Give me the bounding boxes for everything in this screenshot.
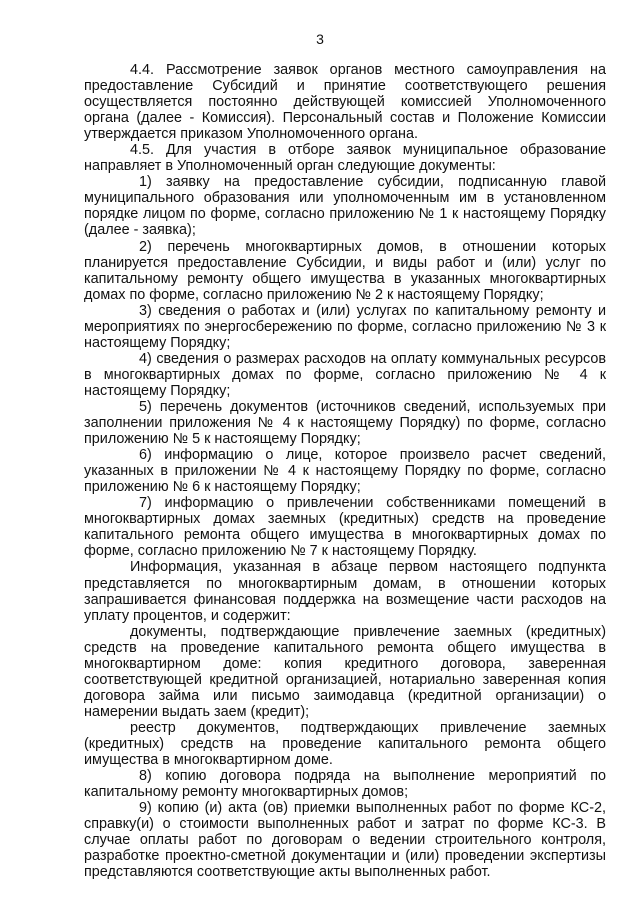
page-number: 3 xyxy=(316,31,324,47)
document-body xyxy=(84,62,606,880)
list-item-8: 8) копию договора подряда на выполнение мероприятий по капитальному ремонту многоквартирных домов; xyxy=(84,768,606,801)
documents-paragraph: документы, подтверждающие привлечение заемных (кредитных) средств на проведение капитального ремонта общего имущества в многоквартирном доме: копия кредитного договора, заверенная соответствующей кредитной организацией, нотариально заверенная копия договора займа или письмо заимодавца (кредитной организации) о намерении выдать заем (кредит); xyxy=(84,623,606,720)
registry-paragraph: реестр документов, подтверждающих привлечение заемных (кредитных) средств на проведение капитального ремонта общего имущества в многоквартирном доме. xyxy=(84,719,606,769)
list-item-1: 1) заявку на предоставление субсидии, подписанную главой муниципального образования или уполномоченным им в установленном порядке лицом по форме, согласно приложению № 1 к настоящему Порядку (далее - заявка); xyxy=(84,174,606,239)
paragraph-4-4: 4.4. Рассмотрение заявок органов местного самоуправления на предоставление Субсидий и принятие соответствующего решения осуществляется постоянно действующей комиссией Уполномоченного органа (далее - Комиссия). Персональный состав и Положение Комиссии утверждается приказом Уполномоченного органа. xyxy=(84,62,606,143)
list-item-4: 4) сведения о размерах расходов на оплату коммунальных ресурсов в многоквартирных домах по форме, согласно приложению № 4 к настоящему Порядку; xyxy=(84,350,606,399)
paragraph-4-5: 4.5. Для участия в отборе заявок муниципальное образование направляет в Уполномоченный орган следующие документы: xyxy=(84,142,606,175)
list-item-7: 7) информацию о привлечении собственниками помещений в многоквартирных домах заемных (кредитных) средств на проведение капитального ремонта общего имущества в многоквартирных домах по форме, согласно приложению № 7 к настоящему Порядку. xyxy=(84,495,606,560)
information-paragraph: Информация, указанная в абзаце первом настоящего подпункта представляется по многоквартирным домам, в отношении которых запрашивается финансовая поддержка на возмещение части расходов на уплату процентов, и содержит: xyxy=(84,559,606,624)
list-item-3: 3) сведения о работах и (или) услугах по капитальному ремонту и мероприятиях по энергосбережению по форме, согласно приложению № 3 к настоящему Порядку; xyxy=(84,302,606,351)
list-item-2: 2) перечень многоквартирных домов, в отношении которых планируется предоставление Субсидии, и виды работ и (или) услуг по капитальному ремонту общего имущества в указанных многоквартирных домах по форме, согласно приложению № 2 к настоящему Порядку; xyxy=(84,238,606,303)
list-item-9: 9) копию (и) акта (ов) приемки выполненных работ по форме КС-2, справку(и) о стоимости выполненных работ и затрат по форме КС-3. В случае оплаты работ по договорам о ведении строительного контроля, разработке проектно-сметной документации и (или) проведении экспертизы представляются соответствующие акты выполненных работ. xyxy=(84,800,606,881)
list-item-6: 6) информацию о лице, которое произвело расчет сведений, указанных в приложении № 4 к настоящему Порядку по форме, согласно приложению № 6 к настоящему Порядку; xyxy=(84,447,606,496)
list-item-5: 5) перечень документов (источников сведений, используемых при заполнении приложения № 4 к настоящему Порядку) по форме, согласно приложению № 5 к настоящему Порядку; xyxy=(84,398,606,448)
